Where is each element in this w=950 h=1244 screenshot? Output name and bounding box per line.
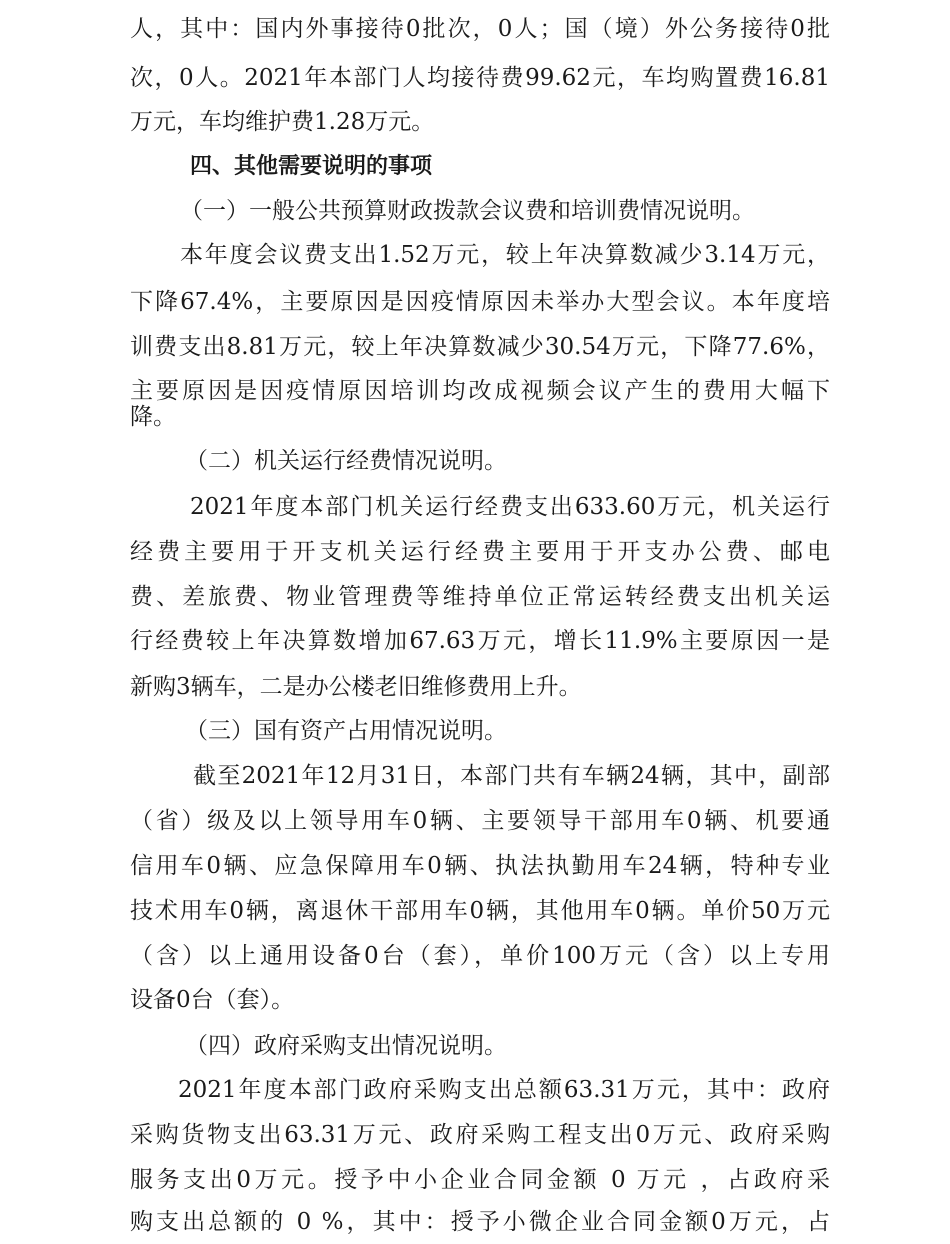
paragraph-line: 信用车0辆、应急保障用车0辆、执法执勤用车24辆，特种专业	[130, 853, 830, 879]
paragraph-line: 采购货物支出63.31万元、政府采购工程支出0万元、政府采购	[130, 1122, 830, 1148]
paragraph-line: 技术用车0辆，离退休干部用车0辆，其他用车0辆。单价50万元	[130, 898, 830, 924]
subsection-heading-2: （二）机关运行经费情况说明。	[185, 448, 507, 474]
paragraph-line: 服务支出0万元。授予中小企业合同金额 0 万元 ，占政府采	[130, 1167, 830, 1193]
paragraph-line: 新购3辆车，二是办公楼老旧维修费用上升。	[130, 674, 582, 700]
paragraph-line: 费、差旅费、物业管理费等维持单位正常运转经费支出机关运	[130, 584, 830, 610]
paragraph-line: 本年度会议费支出1.52万元，较上年决算数减少3.14万元，	[180, 242, 830, 268]
subsection-heading-4: （四）政府采购支出情况说明。	[185, 1033, 507, 1059]
paragraph-line: 2021年度本部门机关运行经费支出633.60万元，机关运行	[190, 494, 830, 520]
paragraph-line: 训费支出8.81万元，较上年决算数减少30.54万元，下降77.6%，	[130, 334, 830, 360]
paragraph-line: 降。	[130, 404, 176, 430]
paragraph-line: 主要原因是因疫情原因培训均改成视频会议产生的费用大幅下	[130, 378, 830, 404]
paragraph-line: （省）级及以上领导用车0辆、主要领导干部用车0辆、机要通	[130, 808, 830, 834]
paragraph-line: 经费主要用于开支机关运行经费主要用于开支办公费、邮电	[130, 539, 830, 565]
paragraph-line: 截至2021年12月31日，本部门共有车辆24辆，其中，副部	[193, 763, 830, 789]
paragraph-line: （含）以上通用设备0台（套），单价100万元（含）以上专用	[130, 943, 830, 969]
text-line-1: 人，其中：国内外事接待0批次，0人；国（境）外公务接待0批	[130, 16, 830, 42]
paragraph-line: 购支出总额的 0 %，其中：授予小微企业合同金额0万元，占	[130, 1209, 830, 1235]
paragraph-line: 行经费较上年决算数增加67.63万元，增长11.9%主要原因一是	[130, 628, 830, 654]
subsection-heading-3: （三）国有资产占用情况说明。	[185, 718, 507, 744]
text-line-3: 万元，车均维护费1.28万元。	[130, 109, 435, 135]
section-heading: 四、其他需要说明的事项	[190, 154, 433, 179]
paragraph-line: 下降67.4%，主要原因是因疫情原因未举办大型会议。本年度培	[130, 289, 830, 315]
paragraph-line: 2021年度本部门政府采购支出总额63.31万元，其中：政府	[178, 1077, 830, 1103]
paragraph-line: 设备0台（套）。	[130, 987, 295, 1013]
subsection-heading-1: （一）一般公共预算财政拨款会议费和培训费情况说明。	[180, 198, 755, 224]
text-line-2: 次，0人。2021年本部门人均接待费99.62元，车均购置费16.81	[130, 65, 830, 91]
